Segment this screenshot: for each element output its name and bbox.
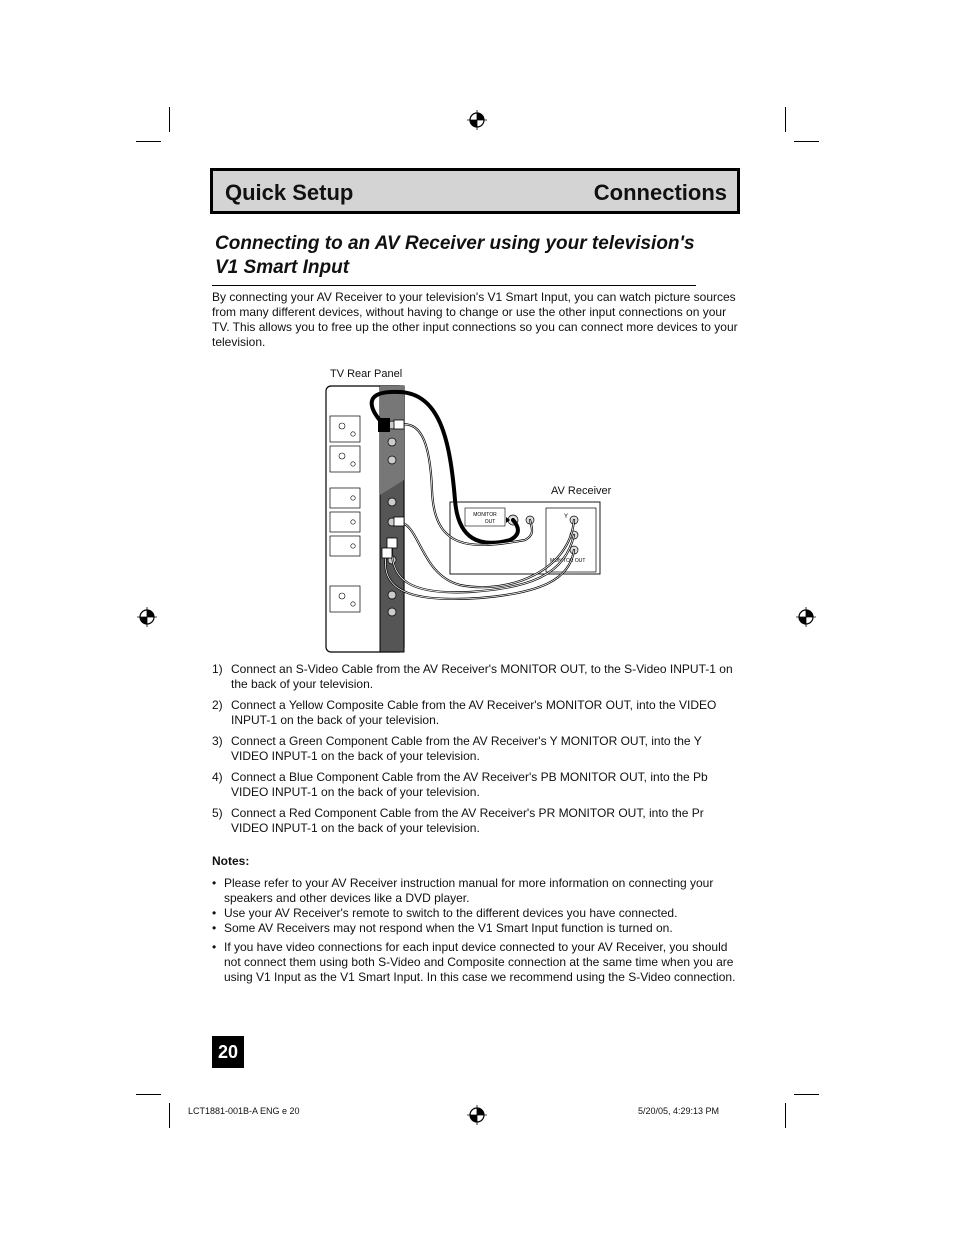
- crop-mark: [794, 1094, 819, 1095]
- crop-mark: [785, 1103, 786, 1128]
- step-text: Connect a Blue Component Cable from the AV Receiver's PB MONITOR OUT, into the Pb VIDEO INPUT-1 on the back of your television.: [231, 770, 708, 799]
- s-video-plug-icon: [378, 418, 390, 432]
- page-title-line-2: V1 Smart Input: [215, 257, 350, 278]
- tv-jack-icon: [351, 520, 355, 524]
- registration-mark-icon: [137, 607, 157, 627]
- tv-strip-jack-icon: [388, 456, 396, 464]
- list-item: [212, 806, 742, 836]
- bullet: •: [212, 906, 217, 920]
- tv-input-block: [330, 446, 360, 472]
- tv-jack-icon: [351, 462, 355, 466]
- notes-heading: Notes:: [212, 854, 250, 868]
- list-item: [212, 662, 742, 692]
- component-monitor-out-label: MONITOR OUT: [550, 558, 586, 564]
- registration-mark-icon: [467, 1105, 487, 1125]
- step-number: 4): [212, 770, 223, 784]
- tv-jack-icon: [351, 432, 355, 436]
- tv-strip-jack-icon: [388, 438, 396, 446]
- registration-mark-icon: [467, 110, 487, 130]
- steps-list: [212, 662, 742, 842]
- step-text: Connect a Yellow Composite Cable from the AV Receiver's MONITOR OUT, into the VIDEO INPUT-1 on the back of your television.: [231, 698, 717, 727]
- crop-mark: [169, 107, 170, 132]
- page-title: [215, 232, 735, 280]
- page-number: 20: [212, 1036, 244, 1068]
- section-header: [210, 168, 740, 214]
- list-item: [212, 876, 742, 906]
- av-receiver-label: AV Receiver: [551, 485, 612, 497]
- composite-plug-icon: [394, 420, 404, 429]
- step-number: 5): [212, 806, 223, 820]
- crop-mark: [794, 141, 819, 142]
- crop-mark: [136, 1094, 161, 1095]
- monitor-out-label: MONITOR: [473, 512, 497, 518]
- step-text: Connect an S-Video Cable from the AV Receiver's MONITOR OUT, to the S-Video INPUT-1 on the back of your television.: [231, 662, 733, 691]
- notes-list: [212, 876, 742, 985]
- tv-input-block: [330, 586, 360, 612]
- list-item: [212, 940, 742, 985]
- crop-mark: [785, 107, 786, 132]
- tv-rear-panel-label: TV Rear Panel: [330, 368, 403, 380]
- registration-mark-icon: [796, 607, 816, 627]
- tv-jack-icon: [339, 593, 345, 599]
- note-text: Use your AV Receiver's remote to switch to the different devices you have connected.: [224, 906, 678, 920]
- tv-jack-icon: [351, 602, 355, 606]
- list-item: [212, 921, 742, 936]
- component-plug-icon: [382, 548, 392, 558]
- step-number: 3): [212, 734, 223, 748]
- bullet: •: [212, 940, 217, 954]
- list-item: [212, 770, 742, 800]
- tv-strip-jack-icon: [388, 608, 396, 616]
- list-item: [212, 698, 742, 728]
- note-text: Please refer to your AV Receiver instruction manual for more information on connecting your speakers and other devices like a DVD player.: [224, 876, 714, 905]
- intro-paragraph: By connecting your AV Receiver to your television's V1 Smart Input, you can watch picture sources from many different devices, without having to change or use the other input connections on your TV. This allows you to free up the other input connections so you can connect more devices to your television.: [212, 290, 738, 349]
- list-item: [212, 734, 742, 764]
- tv-input-block: [330, 416, 360, 442]
- list-item: [212, 906, 742, 921]
- bullet: •: [212, 876, 217, 890]
- crop-mark: [136, 141, 161, 142]
- title-divider: [212, 285, 696, 286]
- component-y-label: Y: [564, 514, 569, 520]
- step-text: Connect a Red Component Cable from the AV Receiver's PR MONITOR OUT, into the Pr VIDEO INPUT-1 on the back of your television.: [231, 806, 704, 835]
- step-number: 2): [212, 698, 223, 712]
- tv-jack-icon: [351, 496, 355, 500]
- footer-doc-id: LCT1881-001B-A ENG e 20: [188, 1106, 300, 1116]
- tv-jack-icon: [351, 544, 355, 548]
- page-title-line-1: Connecting to an AV Receiver using your television's: [215, 233, 695, 254]
- tv-jack-icon: [339, 453, 345, 459]
- note-text: Some AV Receivers may not respond when the V1 Smart Input function is turned on.: [224, 921, 673, 935]
- header-chapter-title: Connections: [593, 180, 727, 205]
- component-plug-icon: [394, 517, 404, 526]
- step-text: Connect a Green Component Cable from the AV Receiver's Y MONITOR OUT, into the Y VIDEO INPUT-1 on the back of your television.: [231, 734, 702, 763]
- bullet: •: [212, 921, 217, 935]
- component-plug-icon: [387, 538, 397, 548]
- tv-strip-jack-icon: [388, 591, 396, 599]
- tv-strip-jack-icon: [388, 498, 396, 506]
- header-section-title: Quick Setup: [225, 180, 354, 205]
- step-number: 1): [212, 662, 223, 676]
- note-text: If you have video connections for each input device connected to your AV Receiver, you should not connect them using both S-Video and Composite connection at the same time when you are using V1 Input as the V1 Smart Input. In this case we recommend using the S-Video connection.: [224, 940, 736, 984]
- connection-diagram: [320, 380, 610, 660]
- footer-timestamp: 5/20/05, 4:29:13 PM: [638, 1106, 720, 1116]
- crop-mark: [169, 1103, 170, 1128]
- tv-jack-icon: [339, 423, 345, 429]
- monitor-out-label: OUT: [484, 519, 496, 525]
